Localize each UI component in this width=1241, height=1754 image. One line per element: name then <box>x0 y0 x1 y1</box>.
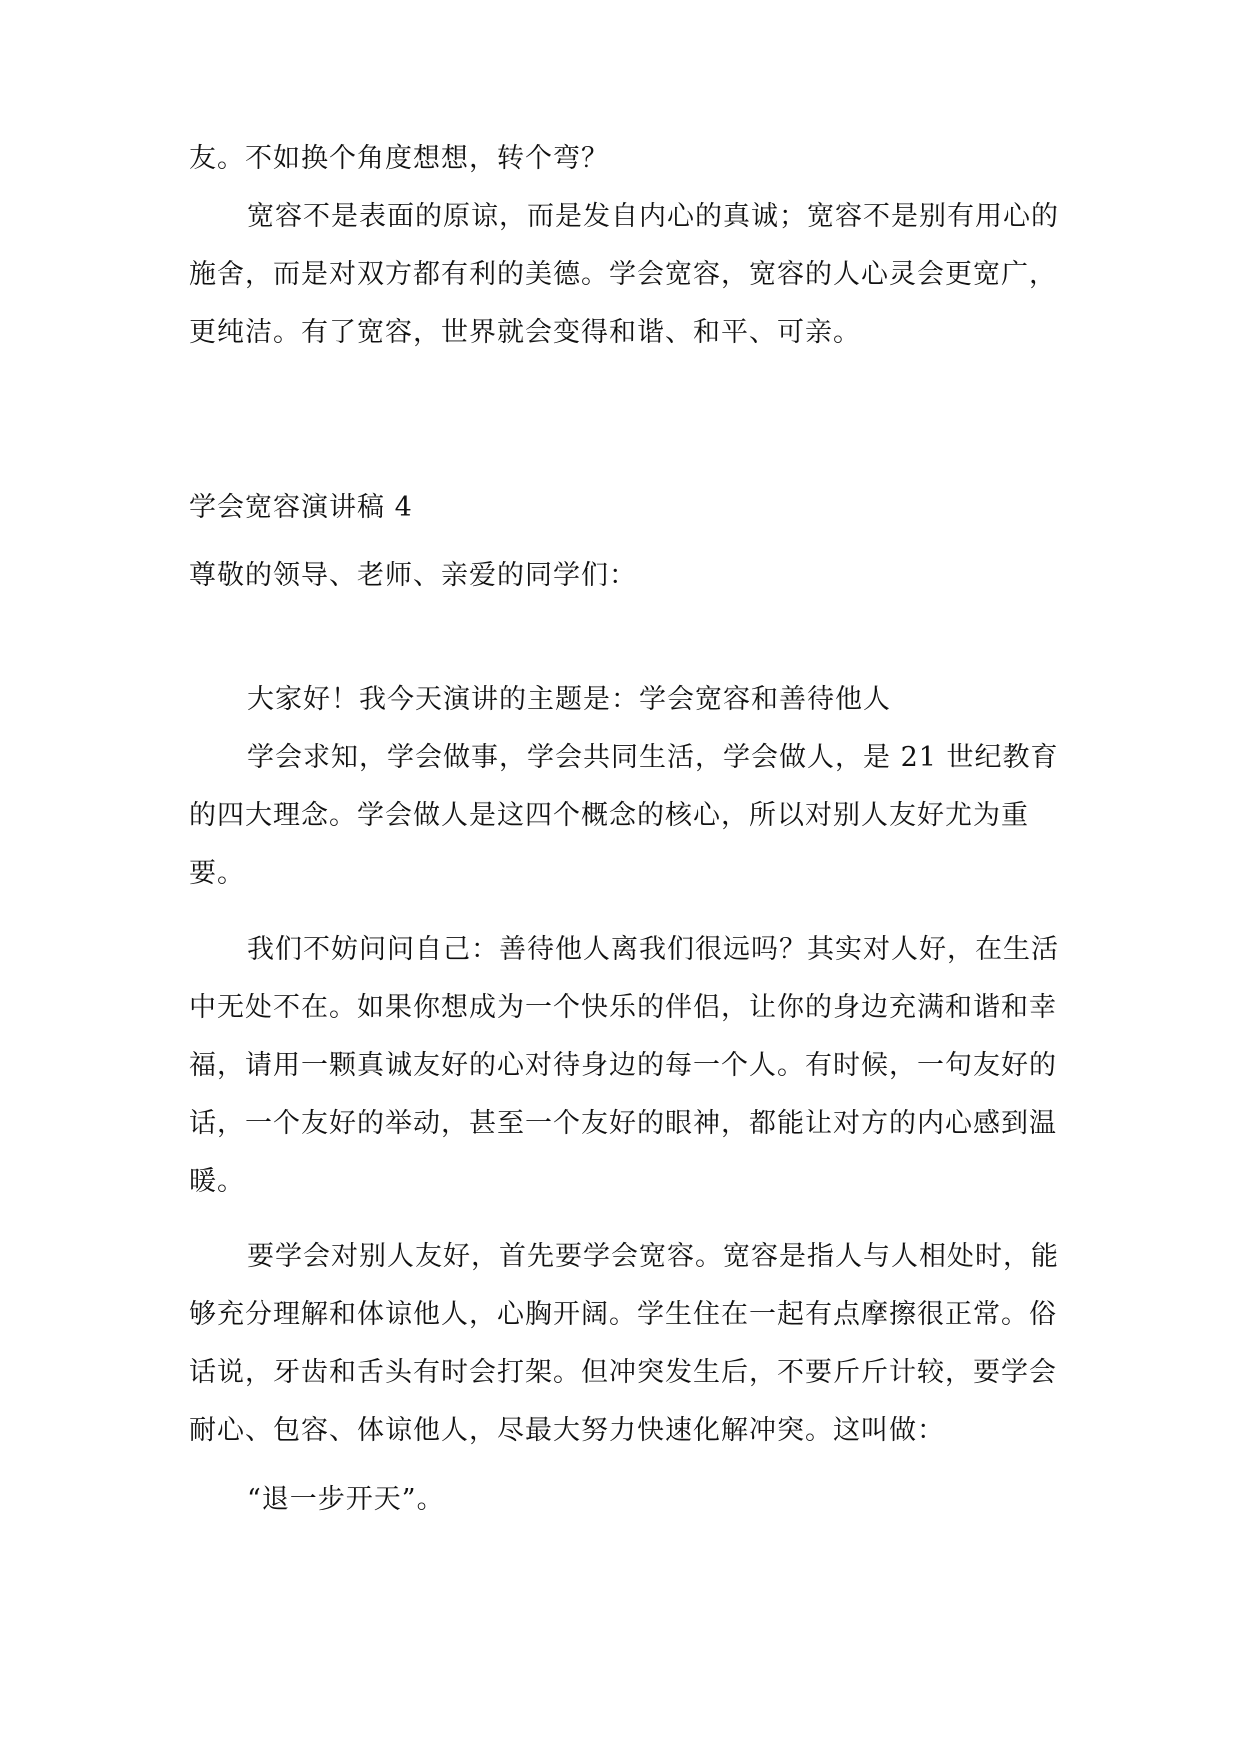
paragraph-1: 宽容不是表面的原谅，而是发自内心的真诚；宽容不是别有用心的施舍，而是对双方都有利的美德。学会宽容，宽容的人心灵会更宽广，更纯洁。有了宽容，世界就会变得和谐、和平、可亲。 <box>189 201 1059 348</box>
section-title: 学会宽容演讲稿 4 <box>189 492 413 523</box>
carryover-line: 友。不如换个角度想想，转个弯？ <box>189 143 609 174</box>
paragraph-3: 我们不妨问问自己：善待他人离我们很远吗？其实对人好，在生活中无处不在。如果你想成为一个快乐的伴侣，让你的身边充满和谐和幸福，请用一颗真诚友好的心对待身边的每一个人。有时候，一句友好的话，一个友好的举动，甚至一个友好的眼神，都能让对方的内心感到温暖。 <box>189 934 1059 1197</box>
greeting: 大家好！我今天演讲的主题是：学会宽容和善待他人 <box>247 684 891 715</box>
paragraph-4: 要学会对别人友好，首先要学会宽容。宽容是指人与人相处时，能够充分理解和体谅他人，心胸开阔。学生住在一起有点摩擦很正常。俗话说，牙齿和舌头有时会打架。但冲突发生后，不要斤斤计较，要学会耐心、包容、体谅他人，尽最大努力快速化解冲突。这叫做： <box>189 1241 1059 1446</box>
paragraph-2: 学会求知，学会做事，学会共同生活，学会做人，是 21 世纪教育的四大理念。学会做人是这四个概念的核心，所以对别人友好尤为重要。 <box>189 742 1059 889</box>
salutation: 尊敬的领导、老师、亲爱的同学们： <box>189 560 637 591</box>
quote-line: “退一步开天”。 <box>247 1484 445 1515</box>
